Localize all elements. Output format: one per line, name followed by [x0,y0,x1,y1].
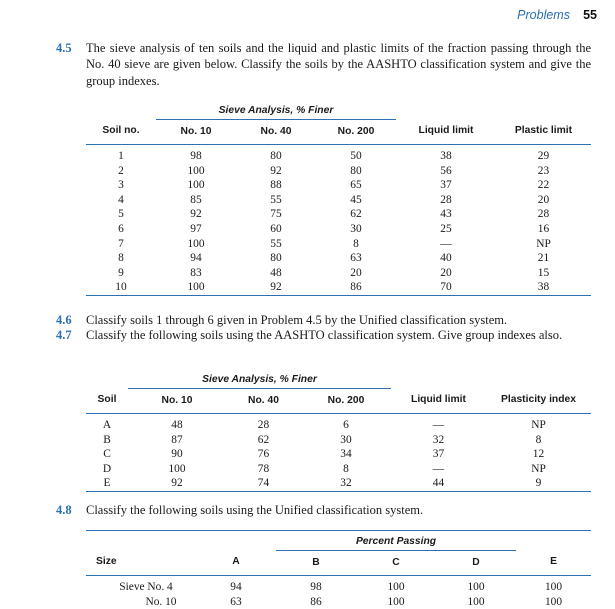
table-row [86,164,591,179]
table-cell: 30 [340,433,352,446]
table-cell: 97 [190,222,202,235]
column-header: E [550,556,557,568]
column-header: Liquid limit [411,394,466,406]
table-cell: 86 [310,595,322,608]
table-cell: 90 [171,448,183,461]
table-cell: 30 [350,222,362,235]
table-cell: 92 [270,164,282,177]
problem-text: Classify soils 1 through 6 given in Problem 4.5 by the Unified classification system. [86,313,508,327]
table-row [86,266,591,281]
table-cell: 100 [168,462,186,475]
problem-text: The sieve analysis of ten soils and the liquid and plastic limits of the fraction passing through the No. 40 sieve are given below. Classify the soils by the AASHTO classification system and give the group indexes. [86,41,591,88]
problem-number: 4.8 [56,503,72,517]
table-row [86,207,591,222]
table-row [86,595,591,609]
table-group-header: Sieve Analysis, % Finer [128,373,391,389]
table-cell: 32 [340,477,352,490]
table-cell: 4 [118,193,124,206]
table-cell: 38 [440,150,452,162]
table-cell: 38 [537,281,550,294]
table-cell: 63 [230,595,242,608]
table-cell: NP [531,419,546,431]
table-cell: 100 [467,581,485,593]
table-cell: 98 [190,150,202,162]
problem-text: Classify the following soils using the Unified classification system. [86,503,424,517]
table-cell: C [103,448,111,461]
table-cell: E [103,477,111,490]
table-cell: 8 [535,433,542,446]
table-cell: 22 [537,179,550,192]
column-header: No. 200 [327,394,365,406]
table-row [86,462,591,477]
table-cell: 100 [544,581,563,593]
table-cell: 1 [118,150,124,162]
table-cell: 45 [350,193,362,206]
column-header: B [312,556,320,568]
table-cell: 34 [340,448,352,461]
sieve-table-2 [86,373,591,492]
table-cell: 83 [190,266,202,279]
table-row [86,145,591,164]
column-header: Plastic limit [514,125,573,137]
table-group-header: Sieve Analysis, % Finer [156,104,396,120]
table-cell: 80 [350,164,362,177]
table-cell: 80 [270,252,282,265]
column-header: Liquid limit [418,125,474,137]
table-cell: 98 [310,581,322,593]
table-cell: 28 [257,419,270,431]
table-cell: 100 [544,595,563,608]
column-header: No. 10 [180,125,212,137]
page-number: 55 [583,8,597,22]
table-cell: 20 [537,193,550,206]
problem-number: 4.5 [56,41,72,55]
table-cell: 100 [187,237,205,250]
table-row [86,576,591,595]
table-cell: No. 10 [145,595,177,608]
table-group-header: Percent Passing [276,531,516,551]
table-cell: 87 [171,433,183,446]
problem-4-7 [56,327,591,343]
table-cell: 100 [467,595,485,608]
table-cell: 3 [118,179,124,192]
table-cell: 37 [440,179,452,192]
table-row [86,222,591,237]
table-cell: 32 [432,433,445,446]
table-cell: 48 [270,266,282,279]
table-cell: B [103,433,111,446]
table-cell: — [432,419,445,431]
column-header: Soil [97,394,117,406]
problem-4-8 [56,502,591,518]
column-header: Plasticity index [501,394,576,406]
table-cell: 48 [171,419,183,431]
table-cell: 100 [387,595,405,608]
table-cell: 92 [190,208,202,221]
table-cell: 12 [532,448,545,461]
problem-text: Classify the following soils using the AASHTO classification system. Give group indexes also. [86,328,563,342]
table-cell: 60 [270,222,282,235]
table-cell: 74 [257,477,270,490]
table-cell: 63 [350,252,362,265]
table-cell: — [440,237,452,250]
table-cell: 86 [350,281,362,294]
table-cell: 65 [350,179,362,192]
problem-4-5 [56,40,591,89]
column-header: Soil no. [102,125,140,137]
table-cell: 20 [440,266,452,279]
table-cell: 92 [171,477,183,490]
table-cell: 62 [350,208,362,221]
table-cell: — [432,462,445,475]
table-row [86,476,591,491]
table-row [86,193,591,208]
column-header: Size [96,556,117,568]
table-cell: 15 [537,266,550,279]
table-cell: 6 [343,419,349,431]
table-cell: 100 [187,164,205,177]
table-cell: A [102,419,112,431]
table-cell: Sieve No. 4 [119,581,173,593]
problem-number: 4.6 [56,313,72,327]
table-cell: 88 [270,179,282,192]
column-header: D [472,556,480,568]
table-cell: 75 [270,208,282,221]
table-cell: 2 [118,164,124,177]
table-cell: 100 [187,179,205,192]
table-cell: 8 [118,252,124,265]
table-cell: 8 [343,462,349,475]
table-cell: 43 [440,208,452,221]
table-cell: 6 [118,222,124,235]
table-cell: 40 [440,252,452,265]
table-cell: 62 [257,433,270,446]
table-cell: 16 [537,222,550,235]
table-cell: NP [531,462,546,475]
table-cell: 8 [353,237,359,250]
table-cell: 5 [118,208,124,221]
table-cell: 55 [270,237,282,250]
table-cell: 100 [387,581,405,593]
table-cell: D [102,462,112,475]
table-row [86,280,591,295]
table-cell: 55 [270,193,282,206]
table-cell: 23 [537,164,550,177]
table-cell: 21 [537,252,550,265]
table-row [86,447,591,462]
table-cell: 9 [118,266,124,279]
column-header: No. 40 [260,125,292,137]
table-row [86,178,591,193]
table-cell: 50 [350,150,362,162]
table-cell: 100 [187,281,205,294]
table-cell: 92 [270,281,282,294]
table-row [86,251,591,266]
table-cell: 85 [190,193,202,206]
column-header: A [232,556,240,568]
table-cell: NP [536,237,551,250]
table-cell: 94 [230,581,242,593]
table-row [86,414,591,433]
table-row [86,433,591,448]
table-cell: 10 [115,281,127,294]
table-cell: 29 [537,150,550,162]
sieve-table-1 [86,104,591,296]
table-cell: 25 [440,222,452,235]
table-cell: 80 [270,150,282,162]
table-cell: 37 [432,448,445,461]
column-header: No. 40 [248,394,279,406]
percent-passing-table [86,530,591,609]
problem-number: 4.7 [56,328,72,342]
table-cell: 94 [190,252,202,265]
table-cell: 7 [118,237,124,250]
table-cell: 28 [440,193,452,206]
table-cell: 78 [257,462,270,475]
table-cell: 9 [535,477,542,490]
column-header: C [392,556,400,568]
problem-4-6 [56,312,591,328]
table-cell: 76 [257,448,270,461]
page-header [517,8,597,23]
table-row [86,237,591,252]
section-title: Problems [517,8,570,22]
table-cell: 56 [440,164,452,177]
table-cell: 70 [440,281,452,294]
column-header: No. 200 [337,125,375,137]
table-cell: 28 [537,208,550,221]
column-header: No. 10 [161,394,193,406]
table-cell: 44 [432,477,445,490]
table-cell: 20 [350,266,362,279]
